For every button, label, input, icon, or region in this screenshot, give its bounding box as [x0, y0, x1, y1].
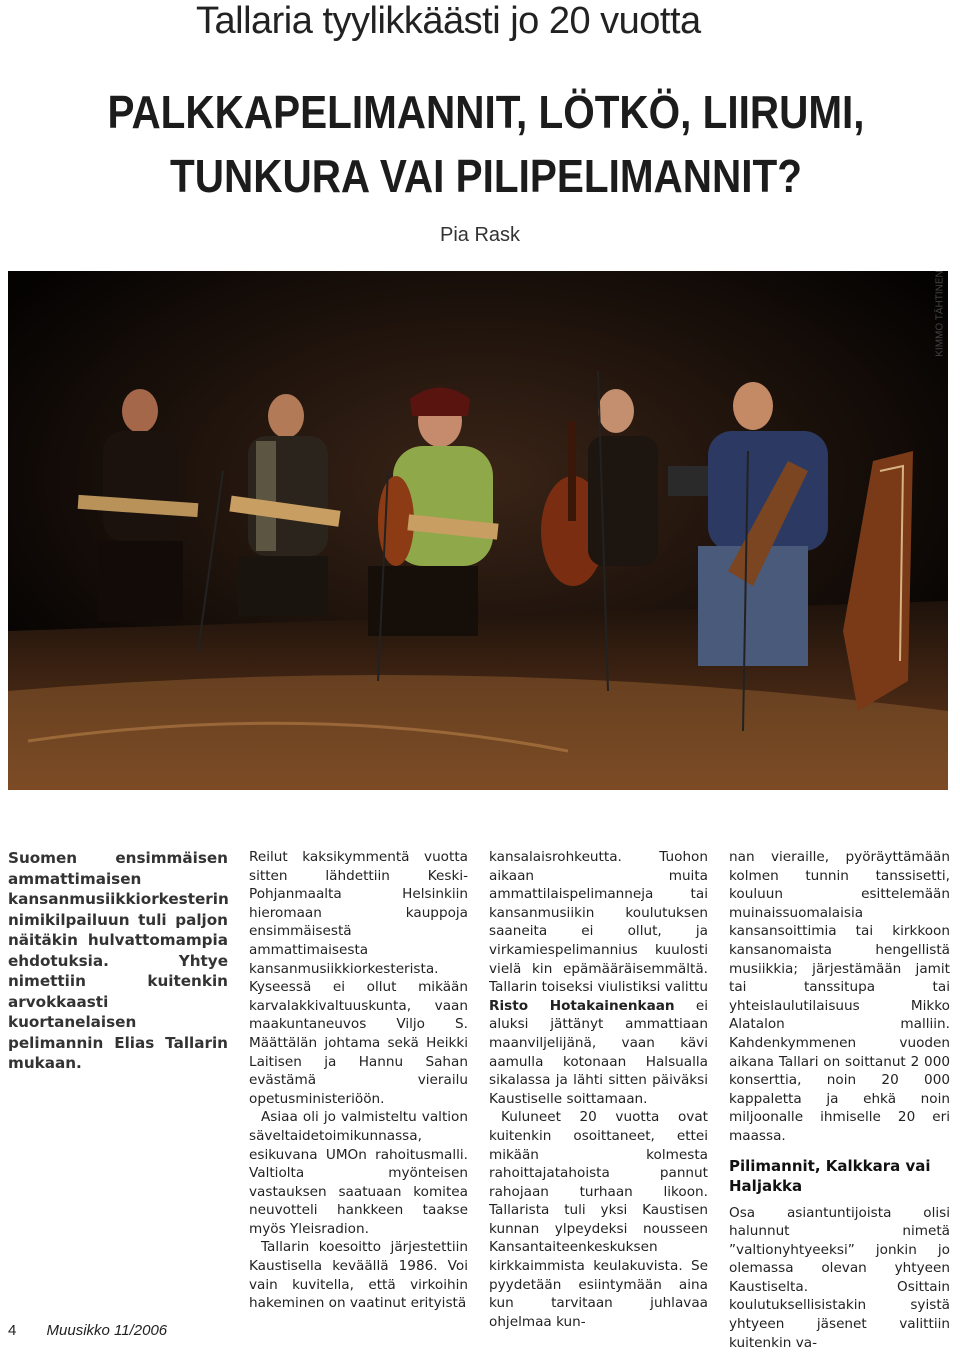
col3-paragraph-2: Kuluneet 20 vuotta ovat kuitenkin osoittaneet, ettei mikään kolmesta rahoittajatahoista pannut rahojaan turhaan likoon. Tallarista tuli yksi Kaustisen kunnan ylpeydeksi nousseen Kansantaiteenkeskuksen kirkkaimmista keulakuvista. Se pyydetään esiintymään aina kun tarvitaan juhlavaa ohjelmaa kun- [489, 1108, 708, 1331]
col2-paragraph-1: Reilut kaksikymmentä vuotta sitten lähdettiin Keski-Pohjanmaalta Helsinkiin hieromaan kauppoja ensimmäisestä ammattimaisesta kansanmusiikkiorkesterista. Kyseessä ei ollut mikään karvalakkivaltuuskunta, vaan maakuntaneuvos Viljo S. Määttälän johtama sekä Heikki Laitisen ja Hannu Sahan evästämä vierailu opetusministeriöön. [249, 848, 468, 1108]
col4-paragraph-1: nan vieraille, pyöräyttämään kolmen tunnin tanssisetti, kouluun esittelemään muinaissuomalaisia kansansoittimia tai kirkkoon kansanomaista hengellistä musiikkia; järjestämään jamit tai tanssitupa tai yhteislaulutilaisuus Mikko Alatalon malliin. Kahdenkymmenen vuoden aikana Tallari on soittanut 2 000 konserttia, noin 20 000 kappaletta ja ehkä noin miljoonalle ihmiselle 20 eri maassa. [729, 848, 950, 1146]
lead-text: Suomen ensimmäisen ammattimaisen kansanmusiikkiorkesterin nimikilpailuun tuli paljon näitäkin hulvattomampia ehdotuksia. Yhtye nimettiin kuitenkin arvokkaasti kuortanelaisen pelimannin Elias Tallarin mukaan. [8, 848, 228, 1074]
col3-paragraph-1: kansalaisrohkeutta. Tuohon aikaan muita ammattilaispelimanneja tai kansanmusiikin koulutuksen saaneita ei ollut, ja virkamiespelimannius kuulosti vielä kin epämääräisemmältä. Tallarin toiseksi viulistiksi valittu Risto Hotakainenkaan ei aluksi jättänyt ammattiaan maanviljelijänä, vaan kävi aamulla kotonaan Halsualla sikalassa ja lähti sitten päiväksi Kaustiselle soittamaan. [489, 848, 708, 1108]
page-number: 4 [8, 1322, 16, 1339]
col2-paragraph-3: Tallarin koesoitto järjestettiin Kaustisella keväällä 1986. Voi vain kuvitella, että virkoihin hakeminen on vaatinut erityistä [249, 1238, 468, 1312]
col2-paragraph-2: Asiaa oli jo valmisteltu valtion säveltaidetoimikunnassa, esikuvana UMOn rahoitusmalli. Valtiolta myönteisen vastauksen saatuaan komitea neuvotteli hankkeen taakse myös Yleisradion. [249, 1108, 468, 1238]
page-footer [8, 1322, 167, 1339]
column-4 [729, 848, 950, 1352]
byline: Pia Rask [0, 224, 960, 247]
column-2 [249, 848, 468, 1313]
headline-line-2: TUNKURA VAI PILIPELIMANNIT? [72, 144, 899, 208]
photo-credit: KIMMO TÄHTINEN [924, 272, 954, 364]
magazine-issue: Muusikko 11/2006 [47, 1322, 168, 1339]
headline-line-1: PALKKAPELIMANNIT, LÖTKÖ, LIIRUMI, [72, 80, 899, 144]
subheading: Pilimannit, Kalkkara vai Haljakka [729, 1156, 950, 1196]
band-photo [8, 271, 948, 790]
column-3 [489, 848, 708, 1331]
col4-paragraph-2: Osa asiantuntijoista olisi halunnut nimetä ”valtionyhtyeeksi” jonkin jo olemassa olevan yhtyeen Kaustiselta. Osittain koulutuksellisistakin syistä yhtyeen jäsenet valittiin kuitenkin va- [729, 1204, 950, 1352]
headline [72, 80, 899, 208]
kicker: Tallaria tyylikkäästi jo 20 vuotta [196, 0, 896, 43]
stage-photo-illustration [8, 271, 948, 790]
name-highlight: Risto Hotakainenkaan [489, 998, 675, 1014]
lead-paragraph [8, 848, 228, 1074]
